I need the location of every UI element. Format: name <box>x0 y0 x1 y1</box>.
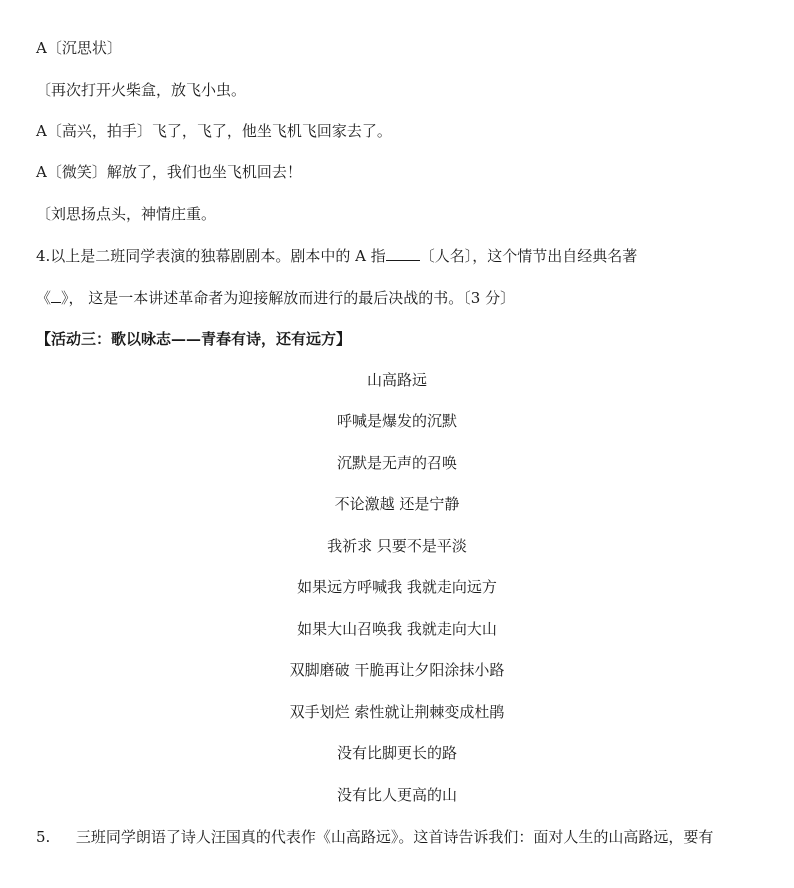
question-5-line <box>36 827 713 847</box>
poem-line: 双手划烂 索性就让荆棘变成杜鹃 <box>289 703 505 721</box>
question-5-text: 三班同学朗语了诗人汪国真的代表作《山高路远》。这首诗告诉我们：面对人生的山高路远，要有 <box>75 828 714 846</box>
answer-blank-book[interactable] <box>51 288 61 303</box>
question-4-line-1 <box>36 246 637 266</box>
question-4-text: 4.以上是二班同学表演的独幕剧剧本。剧本中的 A 指 <box>36 247 386 265</box>
poem-title: 山高路远 <box>366 371 427 389</box>
script-line: 〔再次打开火柴盒，放飞小虫。 <box>36 81 247 99</box>
poem-line: 我祈求 只要不是平淡 <box>327 537 467 555</box>
poem-line: 如果大山召唤我 我就走向大山 <box>297 620 497 638</box>
poem-line: 呼喊是爆发的沉默 <box>336 412 457 430</box>
poem-line: 沉默是无声的召唤 <box>336 454 457 472</box>
script-line: A〔微笑〕解放了，我们也坐飞机回去！ <box>36 163 302 181</box>
script-line: A〔沉思状〕 <box>36 39 122 57</box>
poem-line: 双脚磨破 干脆再让夕阳涂抹小路 <box>289 661 505 679</box>
poem-line: 不论激越 还是宁静 <box>334 495 460 513</box>
activity-3-heading: 【活动三：歌以咏志——青春有诗，还有远方】 <box>36 330 352 348</box>
poem-line: 没有比脚更长的路 <box>336 744 457 762</box>
question-4-text: 《 <box>36 289 52 307</box>
poem-line: 如果远方呼喊我 我就走向远方 <box>297 578 497 596</box>
script-line: 〔刘思扬点头，神情庄重。 <box>36 205 217 223</box>
poem-line: 没有比人更高的山 <box>336 786 457 804</box>
question-5-number: 5. <box>36 828 51 846</box>
question-4-text: 》， 这是一本讲述革命者为迎接解放而进行的最后决战的书。〔3 分〕 <box>61 289 516 307</box>
script-line: A〔高兴，拍手〕飞了，飞了，他坐飞机飞回家去了。 <box>36 122 392 140</box>
answer-blank-person[interactable] <box>386 246 420 261</box>
question-4-text: 〔人名〕，这个情节出自经典名著 <box>419 247 638 265</box>
question-4-line-2 <box>36 288 515 308</box>
